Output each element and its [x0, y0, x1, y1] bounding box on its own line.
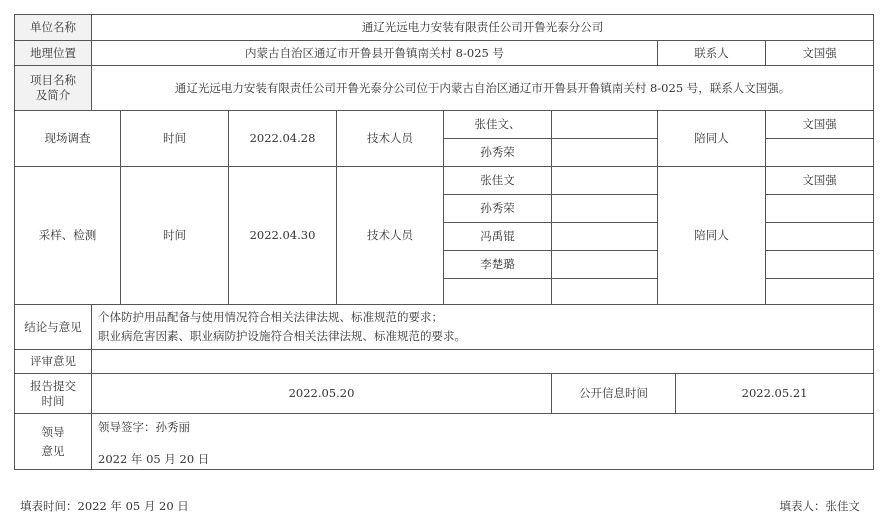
conclusion-row	[15, 305, 874, 350]
contact-label: 联系人	[658, 41, 766, 66]
public-time-label: 公开信息时间	[552, 374, 676, 414]
contact-value: 文国强	[766, 41, 874, 66]
survey-tech-2-extra	[552, 139, 658, 167]
unit-label: 单位名称	[15, 15, 92, 41]
project-label	[15, 66, 92, 111]
report-date: 2022.05.20	[92, 374, 552, 414]
sampling-tech-4: 李楚璐	[444, 251, 552, 279]
sampling-accomp-label: 陪同人	[658, 167, 766, 305]
review-label: 评审意见	[15, 350, 92, 374]
sampling-tech-2: 孙秀荣	[444, 195, 552, 223]
sampling-tech-2-extra	[552, 195, 658, 223]
leader-row	[15, 414, 874, 470]
report-row	[15, 374, 874, 414]
survey-tech-1-extra	[552, 111, 658, 139]
sampling-accomp-1: 文国强	[766, 167, 874, 195]
location-label: 地理位置	[15, 41, 92, 66]
survey-accomp-label: 陪同人	[658, 111, 766, 167]
conclusion-label: 结论与意见	[15, 305, 92, 350]
unit-row	[15, 15, 874, 41]
leader-value	[92, 414, 874, 470]
sampling-tech-label: 技术人员	[337, 167, 444, 305]
report-label-line-1: 报告提交	[30, 378, 76, 393]
sampling-accomp-3	[766, 223, 874, 251]
leader-date: 2022 年 05 月 20 日	[98, 452, 210, 466]
sampling-tech-1-extra	[552, 167, 658, 195]
conclusion-line-2: 职业病危害因素、职业病防护设施符合相关法律法规、标准规范的要求。	[98, 329, 466, 343]
sampling-tech-4-extra	[552, 251, 658, 279]
project-label-line-1: 项目名称	[30, 73, 76, 87]
leader-label-line-2: 意见	[41, 443, 65, 458]
survey-tech-label: 技术人员	[337, 111, 444, 167]
sampling-row-1	[15, 167, 874, 195]
info-form	[14, 14, 874, 470]
survey-accomp-2	[766, 139, 874, 167]
survey-tech-2: 孙秀荣	[444, 139, 552, 167]
unit-value: 通辽光远电力安装有限责任公司开鲁光泰分公司	[92, 15, 874, 41]
review-value	[92, 350, 874, 374]
survey-accomp-1: 文国强	[766, 111, 874, 139]
sampling-label: 采样、检测	[15, 167, 121, 305]
review-row	[15, 350, 874, 374]
sampling-accomp-5	[766, 279, 874, 305]
project-row	[15, 66, 874, 111]
report-label-line-2: 时间	[41, 393, 65, 408]
survey-date: 2022.04.28	[229, 111, 337, 167]
survey-time-label: 时间	[121, 111, 229, 167]
sampling-tech-5	[444, 279, 552, 305]
conclusion-value	[92, 305, 874, 350]
conclusion-line-1: 个体防护用品配备与使用情况符合相关法律法规、标准规范的要求；	[98, 310, 443, 324]
location-value: 内蒙古自治区通辽市开鲁县开鲁镇南关村 8-025 号	[92, 41, 658, 66]
leader-sign: 领导签字：孙秀丽	[98, 420, 190, 434]
project-label-line-2: 及简介	[35, 88, 71, 102]
sampling-tech-3: 冯禹锟	[444, 223, 552, 251]
sampling-accomp-4	[766, 251, 874, 279]
survey-label: 现场调查	[15, 111, 121, 167]
public-time-date: 2022.05.21	[676, 374, 874, 414]
sampling-tech-1: 张佳文	[444, 167, 552, 195]
project-value: 通辽光远电力安装有限责任公司开鲁光泰分公司位于内蒙古自治区通辽市开鲁县开鲁镇南关村 8-025 号，联系人文国强。	[92, 66, 874, 111]
location-row	[15, 41, 874, 66]
leader-label	[15, 414, 92, 470]
sampling-time-label: 时间	[121, 167, 229, 305]
sampling-accomp-2	[766, 195, 874, 223]
report-label	[15, 374, 92, 414]
fill-time: 填表时间：2022 年 05 月 20 日	[20, 499, 189, 513]
survey-row-1	[15, 111, 874, 139]
leader-label-line-1: 领导	[41, 424, 65, 439]
survey-tech-1: 张佳文、	[444, 111, 552, 139]
sampling-tech-5-extra	[552, 279, 658, 305]
sampling-tech-3-extra	[552, 223, 658, 251]
filler: 填表人：张佳文	[779, 499, 860, 513]
sampling-date: 2022.04.30	[229, 167, 337, 305]
